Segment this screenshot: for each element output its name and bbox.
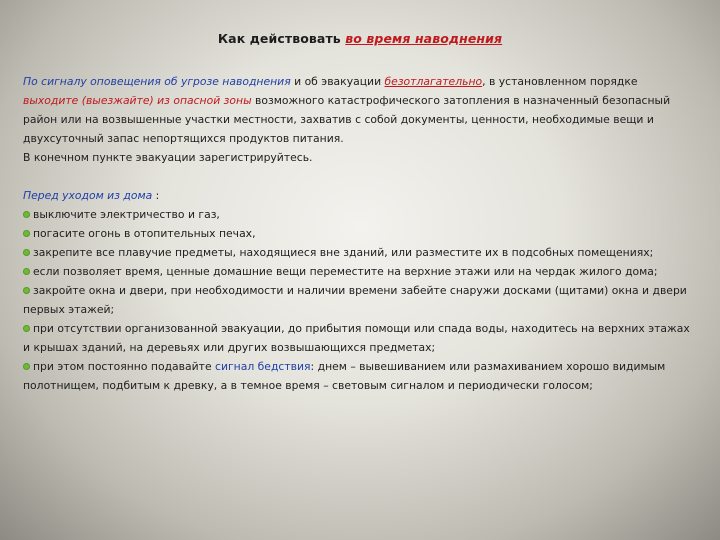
green-dot-icon: [23, 363, 30, 370]
list-item-text: выключите электричество и газ,: [33, 208, 220, 221]
signal-text: По сигналу оповещения об угрозе наводнения: [23, 75, 291, 88]
green-dot-icon: [23, 268, 30, 275]
list-item: [23, 262, 691, 281]
green-dot-icon: [23, 230, 30, 237]
register-paragraph: В конечном пункте эвакуации зарегистрируйтесь.: [23, 151, 313, 164]
order-text: , в установленном порядке: [482, 75, 638, 88]
title-prefix: Как действовать: [217, 31, 346, 46]
list-item-text: если позволяет время, ценные домашние вещи переместите на верхние этажи или на чердак жилого дома;: [33, 265, 658, 278]
evacuation-text: и об эвакуации: [290, 75, 385, 88]
list-item: [23, 281, 691, 319]
distress-post: : днем – вывешиванием или размахиванием хорошо видимым полотнищем, подбитым к древку, а в темное время – световым сигналом и периодически голосом;: [23, 360, 666, 392]
list-item: [23, 243, 691, 262]
distress-pre: при этом постоянно подавайте: [33, 360, 216, 373]
list-item: [23, 205, 691, 224]
title-emphasis: во время наводнения: [345, 31, 503, 46]
green-dot-icon: [23, 249, 30, 256]
green-dot-icon: [23, 287, 30, 294]
list-item: [23, 224, 691, 243]
before-leaving-colon: :: [152, 189, 160, 202]
slide-body: [23, 72, 691, 395]
destination-text: возможного катастрофического затопления в назначенный безопасный район или на возвышенные участки местности, захватив с собой документы, ценности, необходимые вещи и двухсуточный запас непортящихся продуктов питания.: [23, 94, 671, 145]
green-dot-icon: [23, 325, 30, 332]
distress-signal-text: сигнал бедствия: [215, 360, 311, 373]
before-leaving-heading: [23, 186, 691, 205]
list-item-text: закрепите все плавучие предметы, находящиеся вне зданий, или разместите их в подсобных помещениях;: [33, 246, 654, 259]
list-item: [23, 319, 691, 357]
list-item-text: закройте окна и двери, при необходимости и наличии времени забейте снаружи досками (щитами) окна и двери первых этажей;: [23, 284, 687, 316]
spacer: [23, 167, 691, 186]
list-item-distress: [23, 357, 691, 395]
leave-zone-text: выходите (выезжайте) из опасной зоны: [23, 94, 252, 107]
before-leaving-label: Перед уходом из дома: [23, 189, 153, 202]
slide-title: [0, 31, 720, 46]
evacuation-paragraph: [23, 72, 691, 148]
green-dot-icon: [23, 211, 30, 218]
list-item-text: при отсутствии организованной эвакуации, до прибытия помощи или спада воды, находитесь на верхних этажах и крышах зданий, на деревьях или других возвышающихся предметах;: [23, 322, 690, 354]
list-item-text: погасите огонь в отопительных печах,: [33, 227, 256, 240]
immediately-text: безотлагательно: [384, 75, 483, 88]
